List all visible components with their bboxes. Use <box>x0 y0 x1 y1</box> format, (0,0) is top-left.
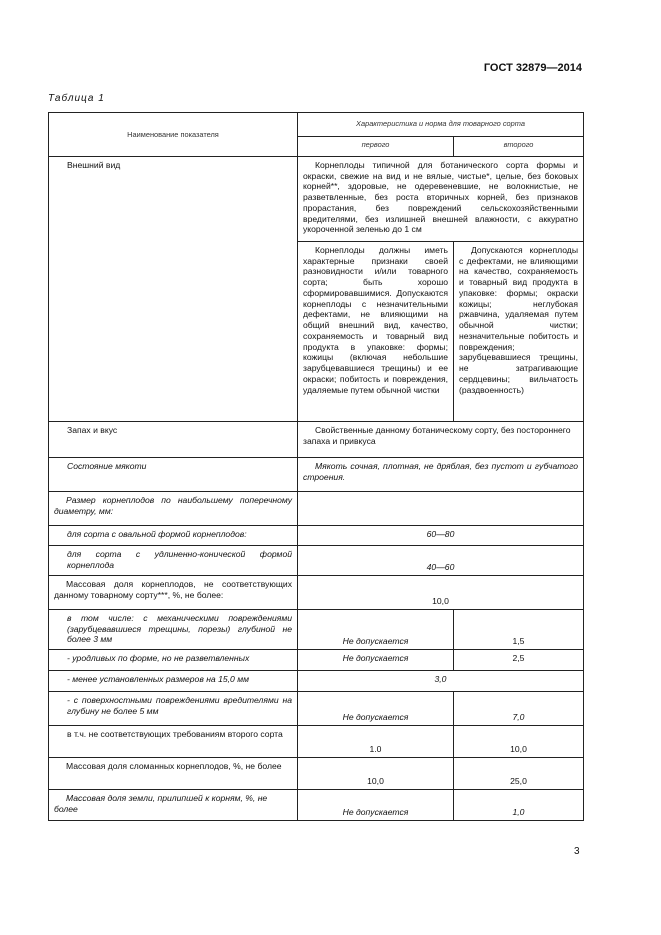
table-row <box>49 422 584 458</box>
header-indicator: Наименование показателя <box>49 113 298 157</box>
soil-second: 1,0 <box>454 790 584 821</box>
pests-second: 7,0 <box>454 692 584 726</box>
row-label-smell: Запах и вкус <box>49 422 298 458</box>
row-label-size-conic: для сорта с удлиненно-конической формой корнеплода <box>49 546 298 576</box>
small-value: 3,0 <box>298 671 584 692</box>
mismatch-value: 10,0 <box>298 576 584 610</box>
table-row <box>49 610 584 650</box>
soil-paragraph: Массовая доля земли, прилипшей к корням, %, не более <box>54 793 268 814</box>
appearance-common-text <box>298 157 584 242</box>
table-row <box>49 492 584 526</box>
table-row <box>49 576 584 610</box>
pulp-paragraph: Мякоть сочная, плотная, не дряблая, без пустот и губчатого строения. <box>303 461 578 482</box>
table-row <box>49 458 584 492</box>
appearance-second-paragraph: Допускаются корнеплоды с дефектами, не влияющими на качество, сохраняемость и товарный вид продукта в упаковке: формы; окраски кожицы; неглубокая ржавчина, удаляемая путем обычной чистки; незначительные побитость и повреждения; зарубцевавшиеся трещины, не затрагивающие сердцевины; вильчатость (раздвоенность) <box>459 245 578 395</box>
row-label-size-oval: для сорта с овальной формой корнеплодов: <box>49 526 298 546</box>
header-second-grade: второго <box>454 137 584 157</box>
table-row <box>49 671 584 692</box>
size-empty-cell <box>298 492 584 526</box>
appearance-first-text <box>298 242 454 422</box>
smell-paragraph: Свойственные данному ботаническому сорту, без постороннего запаха и привкуса <box>303 425 571 446</box>
size-oval-value: 60—80 <box>298 526 584 546</box>
table-row <box>49 726 584 758</box>
row-label-small: - менее установленных размеров на 15,0 мм <box>49 671 298 692</box>
appearance-first-paragraph: Корнеплоды должны иметь характерные признаки своей разновидности и/или товарного сорта; быть хорошо сформировавшимися. Допускаются корнеплоды с незначительными дефектами, не влияющими на общий внешний вид, качество, сохраняемость и товарный вид продукта в упаковке: формы; кожицы (включая небольшие зарубцевавшиеся трещины) и ее окраски; побитость и повреждения, удаляемые путем обычной чистки <box>303 245 448 395</box>
table-row <box>49 758 584 790</box>
second-req-first: 1.0 <box>298 726 454 758</box>
soil-first: Не допускается <box>298 790 454 821</box>
size-conic-value: 40—60 <box>298 546 584 576</box>
row-label-soil <box>49 790 298 821</box>
appearance-second-text <box>454 242 584 422</box>
row-label-pulp: Состояние мякоти <box>49 458 298 492</box>
row-label-mechanical: в том числе: с механическими повреждениями (зарубцевавшиеся трещины, порезы) глубиной не более 3 мм <box>49 610 298 650</box>
size-paragraph: Размер корнеплодов по наибольшему поперечному диаметру, мм: <box>54 495 292 516</box>
table-row <box>49 157 584 242</box>
table-row <box>49 546 584 576</box>
table-row <box>49 526 584 546</box>
second-req-second: 10,0 <box>454 726 584 758</box>
broken-paragraph: Массовая доля сломанных корнеплодов, %, не более <box>66 761 282 771</box>
table-header-row <box>49 113 584 137</box>
header-first-grade: первого <box>298 137 454 157</box>
mismatch-paragraph: Массовая доля корнеплодов, не соответствующих данному товарному сорту***, %, не более: <box>54 579 292 600</box>
row-label-second-req: в т.ч. не соответствующих требованиям второго сорта <box>49 726 298 758</box>
row-label-pests: - с поверхностными повреждениями вредителями на глубину не более 5 мм <box>49 692 298 726</box>
broken-second: 25,0 <box>454 758 584 790</box>
table-caption: Таблица 1 <box>48 93 105 104</box>
pests-first: Не допускается <box>298 692 454 726</box>
table-row <box>49 790 584 821</box>
broken-first: 10,0 <box>298 758 454 790</box>
mechanical-second: 1,5 <box>454 610 584 650</box>
smell-value <box>298 422 584 458</box>
table-row <box>49 692 584 726</box>
pulp-value <box>298 458 584 492</box>
row-label-ugly: - уродливых по форме, но не разветвленных <box>49 650 298 671</box>
quality-table <box>48 112 584 821</box>
ugly-first: Не допускается <box>298 650 454 671</box>
row-label-mismatch <box>49 576 298 610</box>
ugly-second: 2,5 <box>454 650 584 671</box>
row-label-broken <box>49 758 298 790</box>
mechanical-first: Не допускается <box>298 610 454 650</box>
page-number: 3 <box>574 846 580 857</box>
header-characteristic: Характеристика и норма для товарного сорта <box>298 113 584 137</box>
document-number: ГОСТ 32879—2014 <box>483 62 582 74</box>
table-row <box>49 650 584 671</box>
row-label-size <box>49 492 298 526</box>
appearance-common-paragraph: Корнеплоды типичной для ботанического сорта формы и окраски, свежие на вид и не вялые, чистые*, целые, без боковых корней**, здоровые, не одеревеневшие, не волокнистые, не разветвленные, без роста вторичных корней, без признаков прорастания, без повреждений сельскохозяйственными вредителями, без излишней внешней влажности, с аккуратно укороченной зеленью до 1 см <box>303 160 578 235</box>
row-label-appearance: Внешний вид <box>49 157 298 422</box>
